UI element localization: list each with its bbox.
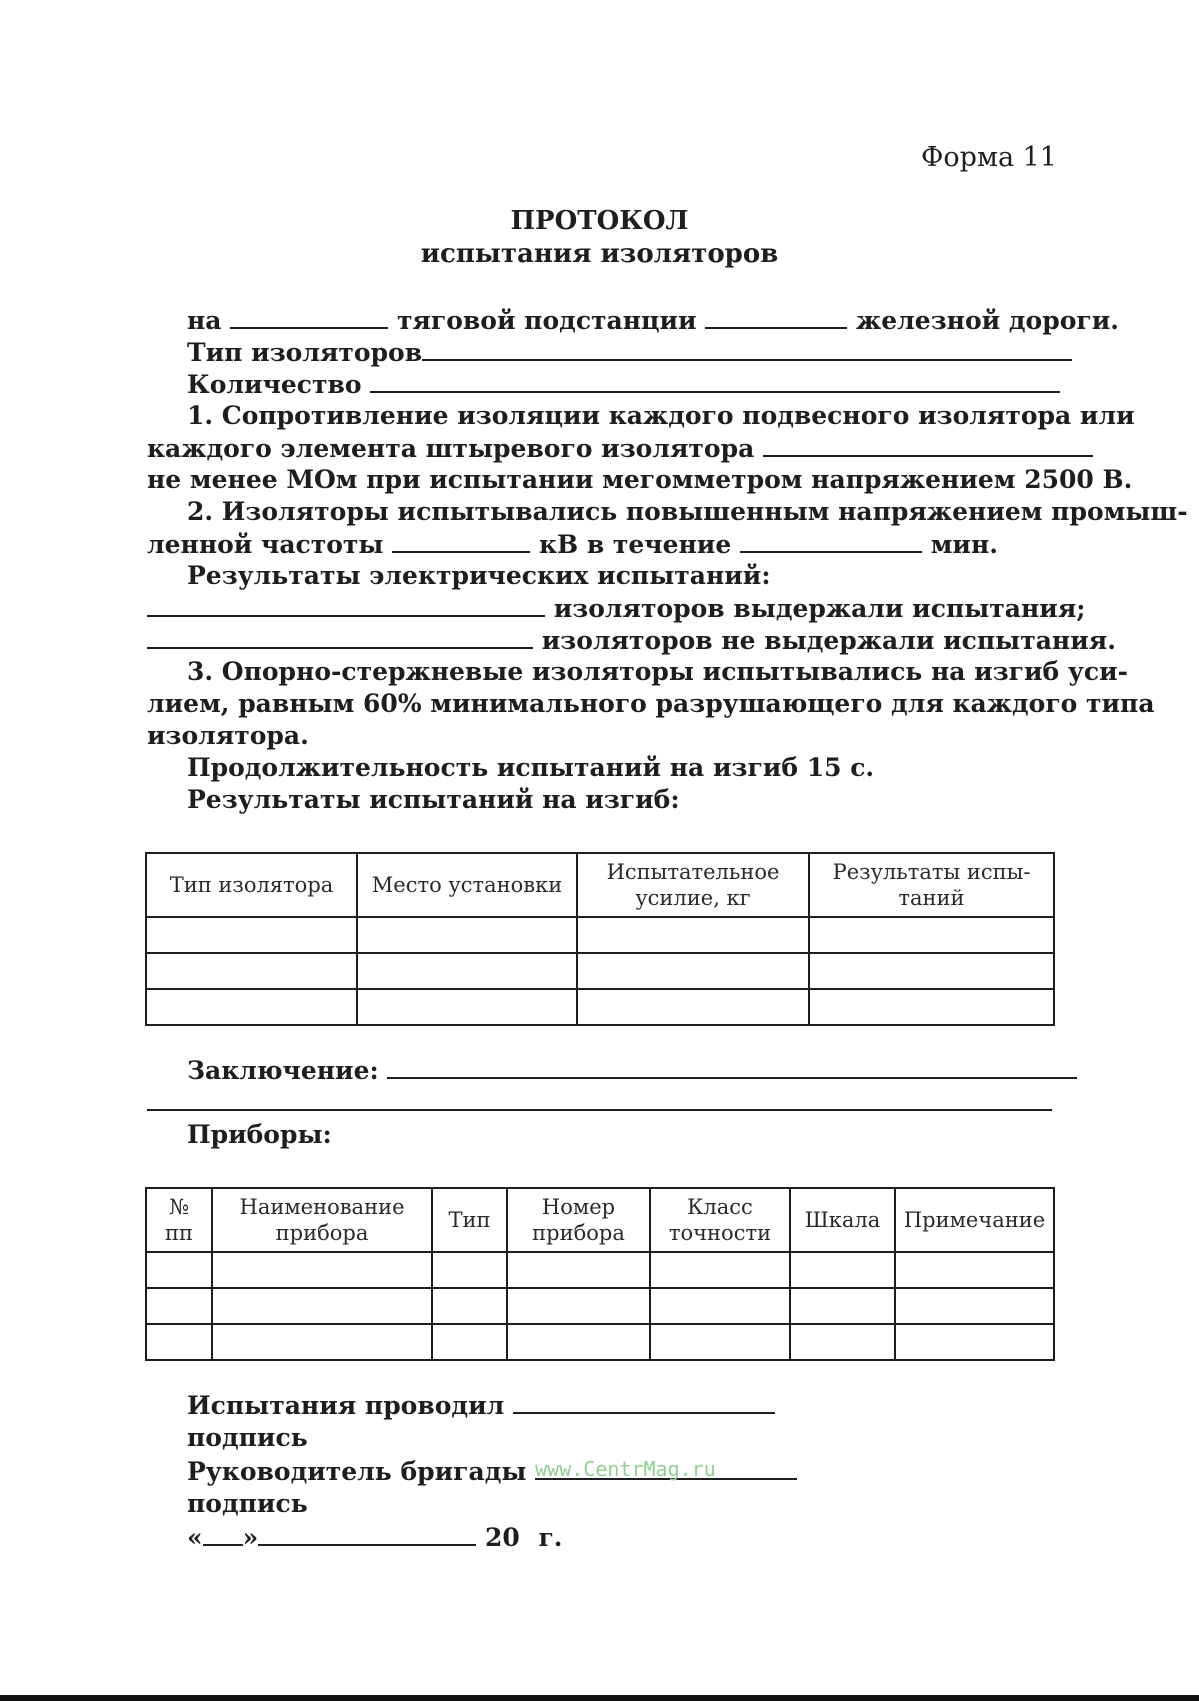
blank-field (203, 1522, 243, 1546)
table-cell[interactable] (577, 989, 809, 1025)
table-row (146, 1288, 1054, 1324)
p2-line2 (147, 529, 998, 560)
table-cell[interactable] (895, 1324, 1054, 1360)
table-row (146, 1252, 1054, 1288)
table-cell[interactable] (790, 1324, 895, 1360)
railway-label: железной дороги. (856, 306, 1119, 335)
table-cell[interactable] (790, 1288, 895, 1324)
table-cell[interactable] (432, 1324, 507, 1360)
p1-line1: 1. Сопротивление изоляции каждого подвесного изолятора или (187, 401, 1135, 430)
table-cell[interactable] (212, 1252, 432, 1288)
conclusion-label: Заключение: (187, 1056, 379, 1085)
table-header-row (146, 1188, 1054, 1252)
document-subtitle: испытания изоляторов (420, 239, 779, 269)
column-header: Тип изолятора (146, 853, 357, 917)
instruments-title: Приборы: (187, 1120, 332, 1149)
bend-test-table (145, 852, 1055, 1026)
p2-frequency-label: ленной частоты (147, 530, 384, 559)
column-header: Шкала (790, 1188, 895, 1252)
table-cell[interactable] (650, 1252, 790, 1288)
team-leader-label: Руководитель бригады (187, 1457, 527, 1486)
table-cell[interactable] (507, 1252, 650, 1288)
table-cell[interactable] (432, 1252, 507, 1288)
table-cell[interactable] (357, 953, 577, 989)
bend-duration: Продолжительность испытаний на изгиб 15 с. (187, 753, 875, 782)
table-cell[interactable] (212, 1288, 432, 1324)
blank-field (705, 305, 847, 329)
table-cell[interactable] (507, 1324, 650, 1360)
p3-line2: лием, равным 60% минимального разрушающего для каждого типа (147, 689, 1155, 718)
blank-field (230, 305, 388, 329)
p3-line1: 3. Опорно-стержневые изоляторы испытывались на изгиб уси- (187, 657, 1129, 686)
table-cell[interactable] (146, 1288, 212, 1324)
table-cell[interactable] (146, 989, 357, 1025)
table-row (146, 989, 1054, 1025)
p1-line3: не менее МОм при испытании мегомметром напряжением 2500 В. (147, 465, 1133, 494)
year-label: 20 (484, 1523, 520, 1552)
table-cell[interactable] (650, 1324, 790, 1360)
table-cell[interactable] (212, 1324, 432, 1360)
instruments-table (145, 1187, 1055, 1361)
table-cell[interactable] (146, 953, 357, 989)
column-header: № пп (146, 1188, 212, 1252)
blank-field (392, 529, 530, 553)
blank-field (147, 625, 533, 649)
p1-line2-text: каждого элемента штыревого изолятора (147, 434, 755, 463)
p2-kv-label: кВ в течение (538, 530, 732, 559)
table-cell[interactable] (357, 989, 577, 1025)
p2-min-label: мин. (930, 530, 998, 559)
insulator-type-label: Тип изоляторов (187, 338, 423, 367)
blank-field (763, 433, 1093, 457)
column-header: Испытательное усилие, кг (577, 853, 809, 917)
column-header: Место установки (357, 853, 577, 917)
blank-field (370, 369, 1060, 393)
table-cell[interactable] (577, 953, 809, 989)
table-cell[interactable] (895, 1252, 1054, 1288)
conclusion-line2 (147, 1087, 1052, 1118)
p3-line3: изолятора. (147, 721, 309, 750)
p2-line1: 2. Изоляторы испытывались повышенным напряжением промыш- (187, 497, 1188, 526)
blank-field (535, 1456, 797, 1480)
passed-line (147, 593, 1086, 624)
table-cell[interactable] (650, 1288, 790, 1324)
table-cell[interactable] (809, 989, 1054, 1025)
date-line (187, 1522, 563, 1553)
blank-field (258, 1522, 476, 1546)
failed-line (147, 625, 1116, 656)
blank-field (147, 1087, 1052, 1111)
passed-label: изоляторов выдержали испытания; (553, 594, 1086, 623)
date-open-quote: « (187, 1523, 203, 1552)
table-row (146, 1324, 1054, 1360)
table-cell[interactable] (146, 1252, 212, 1288)
substation-label: тяговой подстанции (396, 306, 697, 335)
watermark: www.CentrMag.ru (535, 1457, 716, 1481)
substation-line (187, 305, 1119, 336)
blank-field (422, 337, 1072, 361)
table-header-row (146, 853, 1054, 917)
column-header: Номер прибора (507, 1188, 650, 1252)
column-header: Наименование прибора (212, 1188, 432, 1252)
tested-by-label: Испытания проводил (187, 1391, 505, 1420)
quantity-line (187, 369, 1060, 400)
signature-caption-1: подпись (187, 1423, 308, 1452)
insulator-type-line (187, 337, 1072, 368)
table-cell[interactable] (809, 953, 1054, 989)
blank-field (740, 529, 922, 553)
blank-field (387, 1055, 1077, 1079)
tested-by-line (187, 1390, 775, 1421)
blank-field (513, 1390, 775, 1414)
table-cell[interactable] (895, 1288, 1054, 1324)
blank-field (147, 593, 545, 617)
table-cell[interactable] (432, 1288, 507, 1324)
bend-results-title: Результаты испытаний на изгиб: (187, 785, 680, 814)
table-cell[interactable] (809, 917, 1054, 953)
table-row (146, 953, 1054, 989)
column-header: Класс точности (650, 1188, 790, 1252)
table-cell[interactable] (577, 917, 809, 953)
signature-caption-2: подпись (187, 1489, 308, 1518)
table-row (146, 917, 1054, 953)
table-cell[interactable] (146, 1324, 212, 1360)
na-label: на (187, 306, 222, 335)
p1-line2 (147, 433, 1093, 464)
electrical-results-title: Результаты электрических испытаний: (187, 561, 771, 590)
form-number: Форма 11 (921, 142, 1057, 173)
column-header: Тип (432, 1188, 507, 1252)
table-cell[interactable] (507, 1288, 650, 1324)
conclusion-line (187, 1055, 1077, 1086)
column-header: Примечание (895, 1188, 1054, 1252)
date-close-quote: » (242, 1523, 259, 1552)
team-leader-line (187, 1456, 797, 1487)
quantity-label: Количество (187, 370, 362, 399)
bottom-border (0, 1695, 1199, 1701)
table-cell[interactable] (146, 917, 357, 953)
document-title: ПРОТОКОЛ (510, 206, 689, 236)
year-suffix: г. (538, 1523, 563, 1552)
failed-label: изоляторов не выдержали испытания. (541, 626, 1116, 655)
table-cell[interactable] (357, 917, 577, 953)
column-header: Результаты испы- таний (809, 853, 1054, 917)
table-cell[interactable] (790, 1252, 895, 1288)
